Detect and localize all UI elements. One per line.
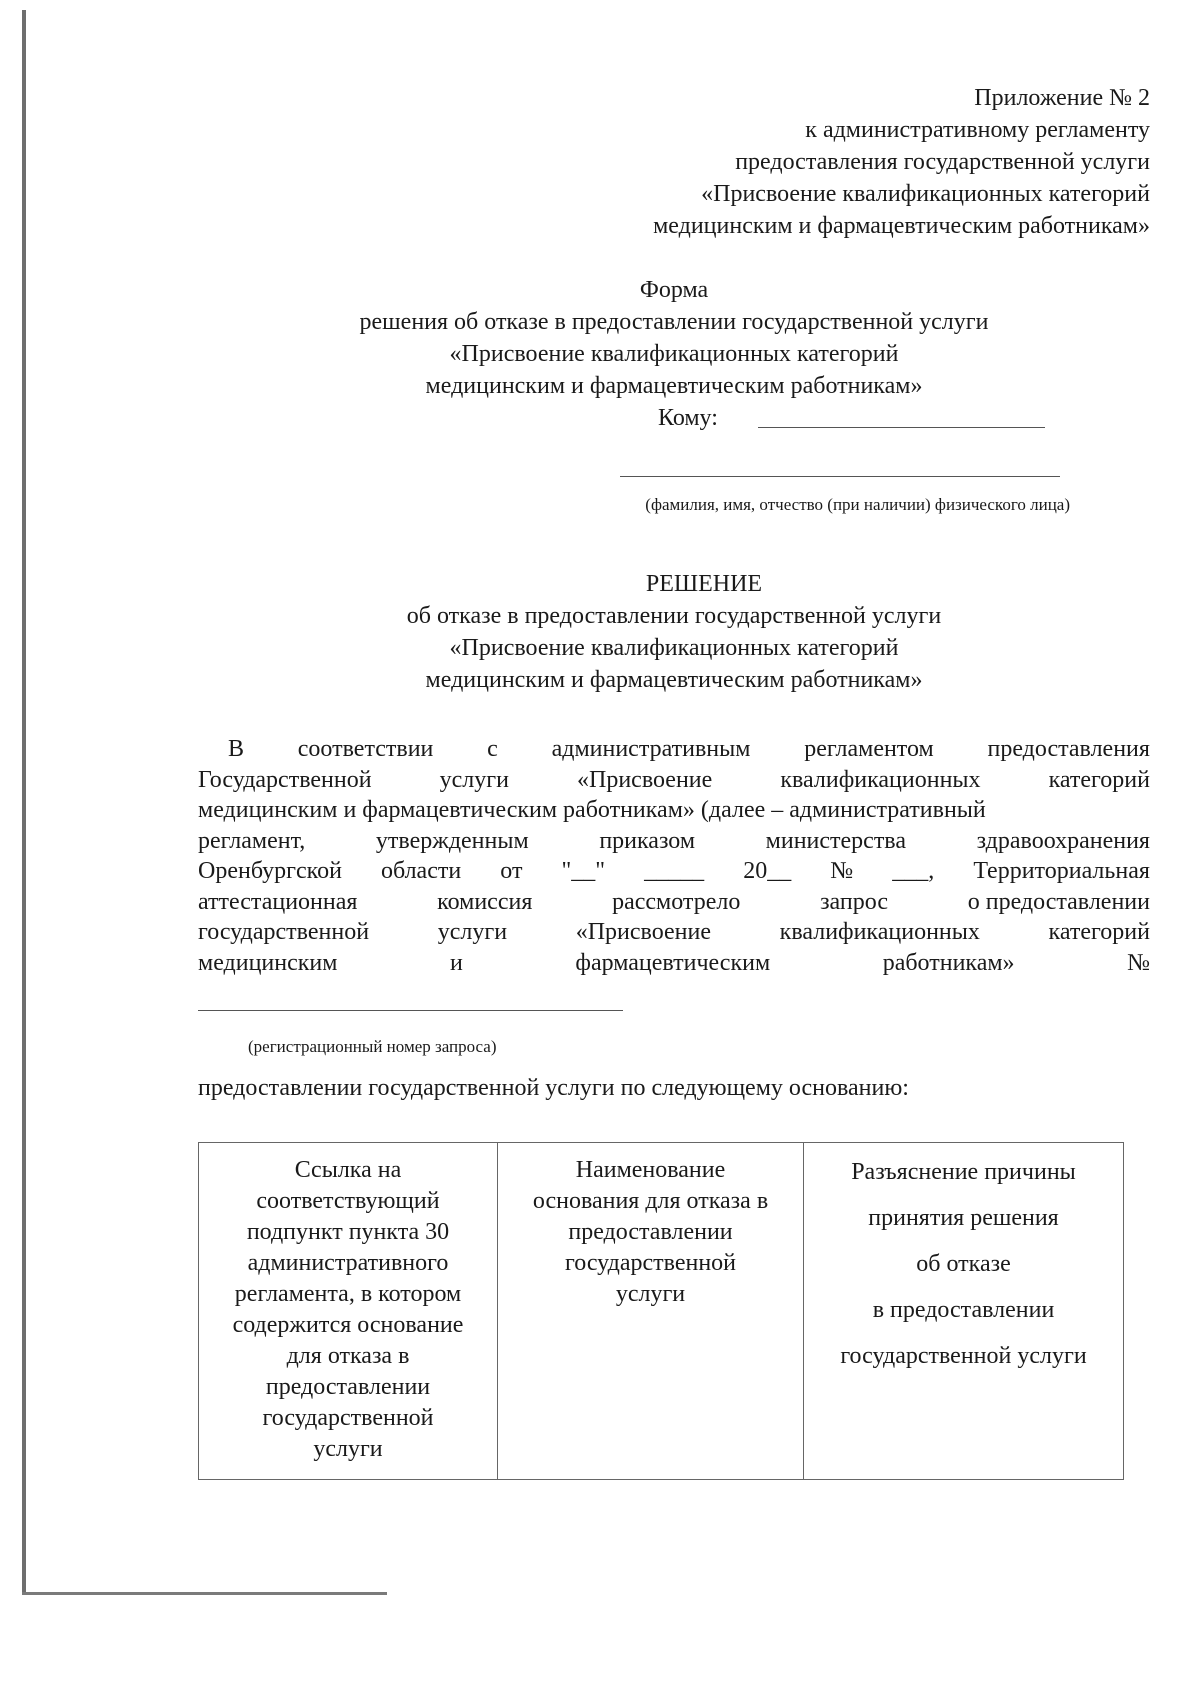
form-heading-line: решения об отказе в предоставлении государственной услуги: [359, 309, 989, 335]
form-heading-line: «Присвоение квалификационных категорий: [449, 341, 899, 367]
appendix-line: медицинским и фармацевтическим работникам»: [653, 213, 1150, 239]
appendix-line: к административному регламенту: [805, 117, 1150, 143]
decision-heading: [198, 568, 1150, 696]
body-line: медицинским и фармацевтическим работникам» (далее – административный: [198, 797, 986, 823]
decision-title: РЕШЕНИЕ: [645, 571, 763, 597]
appendix-header: [653, 82, 1150, 242]
decision-heading-line: «Присвоение квалификационных категорий: [449, 635, 899, 661]
registration-number-caption: (регистрационный номер запроса): [248, 1037, 497, 1056]
body-line: В соответствии с административным регламентом предоставления: [228, 736, 1150, 762]
refusal-basis-table: [198, 1142, 1124, 1480]
decision-body: [198, 734, 1150, 978]
decision-heading-line: медицинским и фармацевтическим работникам»: [425, 667, 923, 693]
recipient-blank-line: [620, 476, 1060, 477]
basis-text: предоставлении государственной услуги по следующему основанию:: [198, 1075, 909, 1101]
form-heading-line: медицинским и фармацевтическим работникам»: [425, 373, 923, 399]
body-line: аттестационная комиссия рассмотрело запрос о предоставлении: [198, 888, 1150, 915]
body-line: Оренбургской области от "__" _____ 20__ № ___, Территориальная: [198, 858, 1150, 884]
scan-edge-left: [22, 10, 26, 1595]
appendix-line: Приложение № 2: [974, 85, 1150, 111]
table-cell-explanation: Разъяснение причины принятия решения об отказе в предоставлении государственной услуги: [804, 1143, 1124, 1480]
table-row: [199, 1143, 1124, 1480]
appendix-line: предоставления государственной услуги: [735, 149, 1150, 175]
document-page: [198, 0, 1150, 1698]
body-line: регламент, утвержденным приказом министерства здравоохранения: [198, 827, 1150, 854]
appendix-line: «Присвоение квалификационных категорий: [701, 181, 1150, 207]
form-heading: [198, 274, 1150, 402]
decision-heading-line: об отказе в предоставлении государственной услуги: [406, 603, 942, 629]
body-line: Государственной услуги «Присвоение квалификационных категорий: [198, 766, 1150, 793]
komu-blank-line: [758, 427, 1045, 428]
body-line: медицинским и фармацевтическим работникам» №: [198, 949, 1150, 976]
table-cell-basis-name: Наименование основания для отказа в предоставлении государственной услуги: [498, 1143, 804, 1480]
komu-label: Кому:: [658, 405, 718, 431]
body-line: государственной услуги «Присвоение квалификационных категорий: [198, 919, 1150, 945]
table-cell-reference: Ссылка на соответствующий подпункт пункта 30 административного регламента, в котором содержится основание для отказа в предоставлении государственной услуги: [199, 1143, 498, 1480]
registration-number-blank-line: [198, 1010, 623, 1011]
recipient-caption: (фамилия, имя, отчество (при наличии) физического лица): [645, 495, 1070, 514]
form-heading-line: Форма: [639, 277, 709, 303]
